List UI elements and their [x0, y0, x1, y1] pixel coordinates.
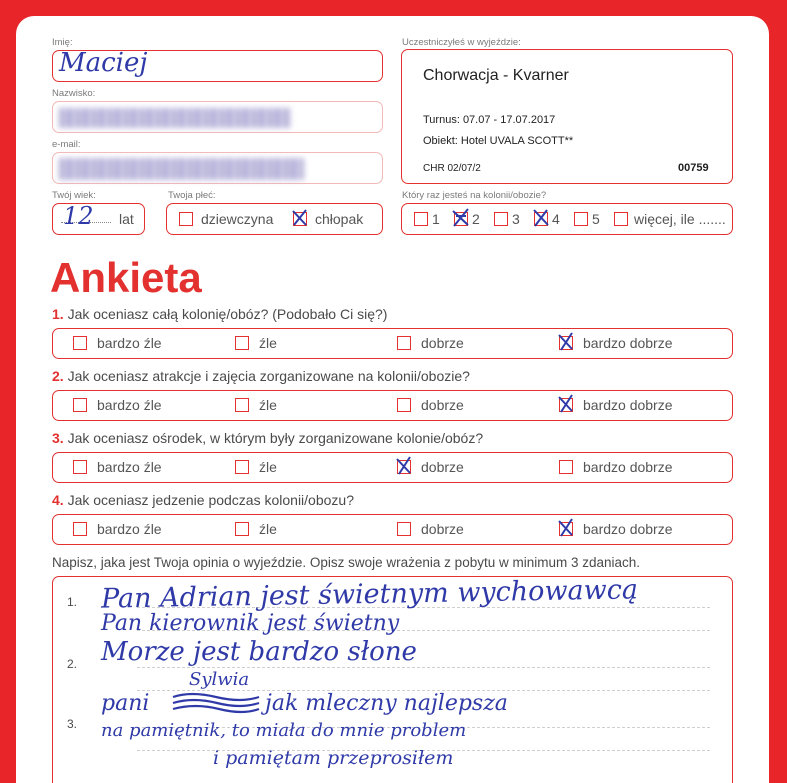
rating-row [52, 390, 733, 421]
question-text [52, 368, 470, 384]
rating-checkbox[interactable] [73, 522, 87, 536]
check-mark-icon [532, 208, 552, 228]
rating-option-label: dobrze [421, 397, 464, 413]
rating-checkbox[interactable] [397, 336, 411, 350]
times-checkbox-3[interactable] [494, 212, 508, 226]
rating-row [52, 452, 733, 483]
email-label: e-mail: [52, 139, 81, 150]
question-number: 3. [52, 430, 64, 446]
trip-label: Uczestniczyłeś w wyjeździe: [402, 37, 521, 48]
times-label: Który raz jesteś na kolonii/obozie? [402, 190, 547, 201]
line-number: 2. [67, 657, 78, 671]
trip-obiekt: Obiekt: Hotel UVALA SCOTT** [423, 135, 574, 147]
rating-option-label: źle [259, 459, 277, 475]
rating-checkbox[interactable] [235, 336, 249, 350]
opinion-field[interactable] [52, 576, 733, 783]
rating-option-label: bardzo źle [97, 459, 162, 475]
check-mark-icon [557, 518, 577, 538]
times-checkbox-2[interactable] [454, 212, 468, 226]
times-checkbox-5[interactable] [574, 212, 588, 226]
rating-row [52, 514, 733, 545]
handwriting-line: Pan kierownik jest świetny [101, 611, 400, 636]
age-unit: lat [119, 211, 134, 227]
times-checkbox-more[interactable] [614, 212, 628, 226]
page-title: Ankieta [50, 254, 202, 301]
age-value: 12 [63, 202, 94, 230]
survey-sheet [16, 16, 769, 783]
times-option-4: 4 [552, 211, 560, 227]
rating-option-label: bardzo dobrze [583, 397, 673, 413]
trip-title: Chorwacja - Kvarner [423, 67, 569, 84]
age-field[interactable] [52, 203, 145, 235]
rating-option-label: źle [259, 397, 277, 413]
check-mark-icon [395, 456, 415, 476]
rating-option-label: bardzo dobrze [583, 459, 673, 475]
line-number: 3. [67, 717, 78, 731]
check-mark-icon [557, 394, 577, 414]
question-label: Jak oceniasz ośrodek, w którym były zorganizowane kolonie/obóz? [67, 430, 484, 446]
rating-checkbox[interactable] [559, 522, 573, 536]
name-field[interactable] [52, 50, 383, 82]
check-mark-icon [557, 332, 577, 352]
question-number: 2. [52, 368, 64, 384]
age-label: Twój wiek: [52, 190, 96, 201]
handwriting-line: na pamiętnik, to miała do mnie problem [101, 720, 467, 741]
rating-option-label: dobrze [421, 335, 464, 351]
times-checkbox-1[interactable] [414, 212, 428, 226]
question-text [52, 430, 483, 446]
question-text [52, 306, 387, 322]
trip-turnus: Turnus: 07.07 - 17.07.2017 [423, 114, 556, 126]
times-option-5: 5 [592, 211, 600, 227]
rating-checkbox[interactable] [73, 460, 87, 474]
line-number: 1. [67, 595, 78, 609]
times-option-3: 3 [512, 211, 520, 227]
rating-checkbox[interactable] [559, 460, 573, 474]
name-label: Imię: [52, 37, 73, 48]
rating-option-label: bardzo źle [97, 335, 162, 351]
rating-option-label: bardzo dobrze [583, 521, 673, 537]
check-mark-icon [290, 208, 310, 228]
strikethrough-scribble [171, 689, 261, 715]
rating-checkbox[interactable] [397, 522, 411, 536]
times-checkbox-4[interactable] [534, 212, 548, 226]
gender-option-boy: chłopak [315, 211, 364, 227]
question-number: 1. [52, 306, 64, 322]
handwriting-line: i pamiętam przeprosiłem [213, 747, 454, 769]
rating-checkbox[interactable] [397, 460, 411, 474]
handwriting-line: Morze jest bardzo słone [101, 637, 417, 667]
rating-option-label: bardzo dobrze [583, 335, 673, 351]
times-option-1: 1 [432, 211, 440, 227]
rating-checkbox[interactable] [235, 398, 249, 412]
rating-checkbox[interactable] [73, 336, 87, 350]
opinion-prompt: Napisz, jaka jest Twoja opinia o wyjeździe. Opisz swoje wrażenia z pobytu w minimum 3 zdaniach. [52, 555, 641, 570]
times-option-2: 2 [472, 211, 480, 227]
rating-option-label: dobrze [421, 459, 464, 475]
name-value: Maciej [59, 48, 148, 78]
email-redacted [59, 158, 304, 180]
rating-option-label: źle [259, 335, 277, 351]
gender-option-girl: dziewczyna [201, 211, 274, 227]
gender-checkbox-boy[interactable] [293, 212, 307, 226]
rating-row [52, 328, 733, 359]
surname-field[interactable] [52, 101, 383, 133]
question-label: Jak oceniasz atrakcje i zajęcia zorganizowane na kolonii/obozie? [67, 368, 470, 384]
scribble-mark-icon [451, 207, 473, 229]
rating-checkbox[interactable] [235, 460, 249, 474]
times-field [401, 203, 733, 235]
question-number: 4. [52, 492, 64, 508]
gender-field [166, 203, 383, 235]
rating-option-label: bardzo źle [97, 521, 162, 537]
gender-checkbox-girl[interactable] [179, 212, 193, 226]
handwriting-line: jak mleczny najlepsza [265, 691, 508, 716]
trip-box [401, 49, 733, 184]
rating-checkbox[interactable] [559, 336, 573, 350]
answer-line [137, 667, 710, 668]
handwriting-line: pani [101, 691, 150, 716]
rating-checkbox[interactable] [235, 522, 249, 536]
surname-label: Nazwisko: [52, 88, 96, 99]
trip-number: 00759 [678, 162, 709, 174]
trip-code: CHR 02/07/2 [423, 163, 481, 174]
email-field[interactable] [52, 152, 383, 184]
question-label: Jak oceniasz jedzenie podczas kolonii/obozu? [67, 492, 354, 508]
handwriting-line: Pan Adrian jest świetnym wychowawcą [100, 574, 639, 615]
rating-checkbox[interactable] [397, 398, 411, 412]
times-option-more: więcej, ile ....... [634, 211, 726, 227]
rating-checkbox[interactable] [559, 398, 573, 412]
rating-option-label: źle [259, 521, 277, 537]
surname-redacted [59, 108, 291, 128]
handwriting-line: Sylwia [189, 669, 250, 690]
question-label: Jak oceniasz całą kolonię/obóz? (Podobało Ci się?) [67, 306, 388, 322]
gender-label: Twoja płeć: [168, 190, 216, 201]
question-text [52, 492, 354, 508]
rating-checkbox[interactable] [73, 398, 87, 412]
rating-option-label: bardzo źle [97, 397, 162, 413]
rating-option-label: dobrze [421, 521, 464, 537]
